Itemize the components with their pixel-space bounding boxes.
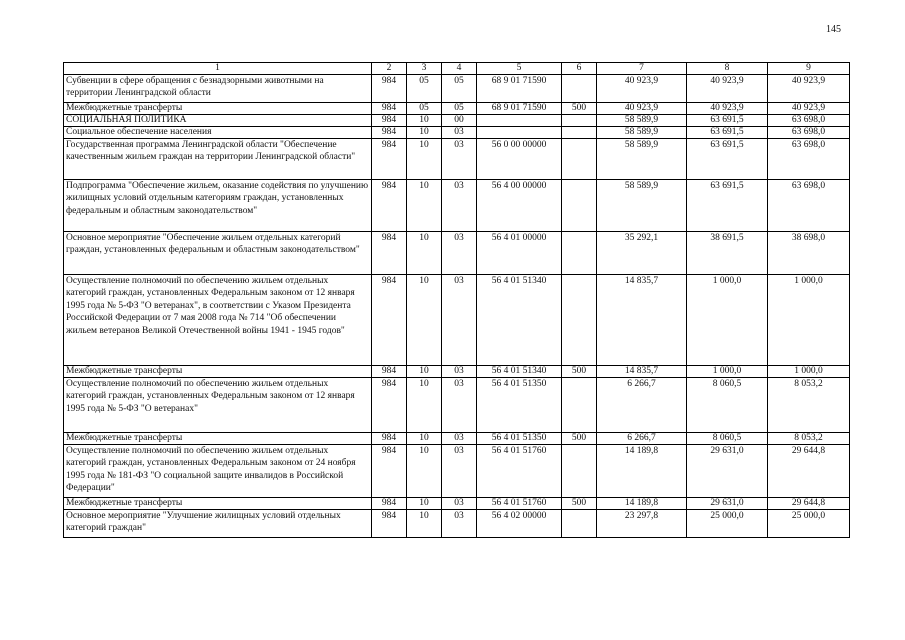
column-header: 8	[687, 63, 768, 75]
cell-amount-9: 29 644,8	[768, 498, 850, 510]
cell-target-article: 56 4 01 51350	[477, 433, 562, 445]
cell-amount-8: 63 691,5	[687, 180, 768, 232]
table-row	[64, 366, 850, 378]
row-name: Межбюджетные трансферты	[64, 366, 372, 378]
cell-target-article: 56 4 02 00000	[477, 510, 562, 538]
cell-section: 10	[407, 498, 442, 510]
cell-amount-7: 14 835,7	[597, 275, 687, 366]
cell-amount-8: 40 923,9	[687, 75, 768, 103]
row-name: Осуществление полномочий по обеспечению жильем отдельных категорий граждан, установленных Федеральным законом от 12 января 1995 года № 5-ФЗ "О ветеранах"	[64, 378, 372, 433]
row-name: Межбюджетные трансферты	[64, 103, 372, 115]
cell-ministry: 984	[372, 498, 407, 510]
cell-amount-7: 14 189,8	[597, 498, 687, 510]
cell-expense-type	[562, 180, 597, 232]
cell-amount-8: 1 000,0	[687, 366, 768, 378]
column-header: 6	[562, 63, 597, 75]
cell-amount-7: 6 266,7	[597, 433, 687, 445]
cell-section: 10	[407, 510, 442, 538]
cell-ministry: 984	[372, 127, 407, 139]
budget-table	[63, 62, 850, 538]
cell-expense-type	[562, 127, 597, 139]
cell-amount-9: 63 698,0	[768, 180, 850, 232]
cell-amount-7: 23 297,8	[597, 510, 687, 538]
table-row	[64, 510, 850, 538]
cell-target-article: 56 4 01 00000	[477, 232, 562, 275]
cell-amount-7: 58 589,9	[597, 180, 687, 232]
table-row	[64, 275, 850, 366]
cell-target-article: 56 4 01 51760	[477, 498, 562, 510]
cell-section: 10	[407, 232, 442, 275]
cell-amount-9: 63 698,0	[768, 139, 850, 180]
cell-expense-type	[562, 75, 597, 103]
cell-expense-type	[562, 510, 597, 538]
cell-amount-7: 58 589,9	[597, 127, 687, 139]
row-name: СОЦИАЛЬНАЯ ПОЛИТИКА	[64, 115, 372, 127]
cell-subsection: 03	[442, 366, 477, 378]
cell-target-article: 56 4 00 00000	[477, 180, 562, 232]
cell-amount-9: 40 923,9	[768, 75, 850, 103]
cell-amount-9: 63 698,0	[768, 127, 850, 139]
cell-amount-8: 63 691,5	[687, 127, 768, 139]
row-name: Субвенции в сфере обращения с безнадзорными животными на территории Ленинградской области	[64, 75, 372, 103]
cell-amount-8: 63 691,5	[687, 139, 768, 180]
cell-amount-8: 63 691,5	[687, 115, 768, 127]
header-row	[64, 63, 850, 75]
cell-amount-8: 29 631,0	[687, 498, 768, 510]
cell-amount-9: 40 923,9	[768, 103, 850, 115]
row-name: Государственная программа Ленинградской области "Обеспечение качественным жильем граждан на территории Ленинградской области"	[64, 139, 372, 180]
row-name: Основное мероприятие "Обеспечение жильем отдельных категорий граждан, установленных федеральным и областным законодательством"	[64, 232, 372, 275]
cell-section: 10	[407, 378, 442, 433]
cell-subsection: 03	[442, 232, 477, 275]
cell-section: 10	[407, 180, 442, 232]
cell-expense-type	[562, 275, 597, 366]
column-header: 2	[372, 63, 407, 75]
table-row	[64, 115, 850, 127]
cell-target-article: 56 4 01 51760	[477, 445, 562, 498]
column-header: 7	[597, 63, 687, 75]
cell-expense-type	[562, 232, 597, 275]
table-row	[64, 378, 850, 433]
cell-subsection: 03	[442, 510, 477, 538]
cell-target-article: 56 4 01 51340	[477, 366, 562, 378]
cell-target-article: 68 9 01 71590	[477, 103, 562, 115]
cell-ministry: 984	[372, 103, 407, 115]
column-header: 3	[407, 63, 442, 75]
cell-amount-9: 25 000,0	[768, 510, 850, 538]
cell-ministry: 984	[372, 232, 407, 275]
cell-amount-7: 35 292,1	[597, 232, 687, 275]
cell-target-article	[477, 127, 562, 139]
cell-ministry: 984	[372, 366, 407, 378]
cell-subsection: 00	[442, 115, 477, 127]
cell-subsection: 05	[442, 103, 477, 115]
cell-amount-9: 1 000,0	[768, 366, 850, 378]
cell-section: 10	[407, 275, 442, 366]
table-row	[64, 127, 850, 139]
row-name: Межбюджетные трансферты	[64, 433, 372, 445]
row-name: Осуществление полномочий по обеспечению жильем отдельных категорий граждан, установленных Федеральным законом от 24 ноября 1995 года № 181-ФЗ "О социальной защите инвалидов в Российской Федерации"	[64, 445, 372, 498]
cell-ministry: 984	[372, 275, 407, 366]
row-name: Межбюджетные трансферты	[64, 498, 372, 510]
row-name: Осуществление полномочий по обеспечению жильем отдельных категорий граждан, установленных Федеральным законом от 12 января 1995 года № 5-ФЗ "О ветеранах", в соответствии с Указом Президента Российской Федерации от 7 мая 2008 года № 714 "Об обеспечении жильем ветеранов Великой Отечественной войны 1941 - 1945 годов"	[64, 275, 372, 366]
cell-expense-type: 500	[562, 103, 597, 115]
cell-expense-type	[562, 139, 597, 180]
cell-section: 10	[407, 127, 442, 139]
cell-amount-7: 58 589,9	[597, 139, 687, 180]
cell-amount-7: 14 189,8	[597, 445, 687, 498]
cell-amount-9: 63 698,0	[768, 115, 850, 127]
cell-target-article: 56 4 01 51340	[477, 275, 562, 366]
cell-target-article: 56 4 01 51350	[477, 378, 562, 433]
cell-amount-9: 29 644,8	[768, 445, 850, 498]
table-row	[64, 232, 850, 275]
table-row	[64, 433, 850, 445]
cell-amount-8: 40 923,9	[687, 103, 768, 115]
column-header: 4	[442, 63, 477, 75]
cell-section: 10	[407, 433, 442, 445]
cell-section: 10	[407, 366, 442, 378]
cell-expense-type	[562, 378, 597, 433]
cell-amount-8: 38 691,5	[687, 232, 768, 275]
cell-section: 10	[407, 445, 442, 498]
cell-subsection: 03	[442, 275, 477, 366]
cell-subsection: 05	[442, 75, 477, 103]
cell-ministry: 984	[372, 445, 407, 498]
cell-expense-type: 500	[562, 433, 597, 445]
cell-amount-9: 1 000,0	[768, 275, 850, 366]
cell-expense-type: 500	[562, 498, 597, 510]
cell-expense-type	[562, 445, 597, 498]
table-row	[64, 180, 850, 232]
cell-subsection: 03	[442, 180, 477, 232]
cell-subsection: 03	[442, 127, 477, 139]
table-row	[64, 103, 850, 115]
cell-subsection: 03	[442, 139, 477, 180]
cell-expense-type	[562, 115, 597, 127]
cell-amount-7: 40 923,9	[597, 75, 687, 103]
cell-ministry: 984	[372, 115, 407, 127]
table-row	[64, 75, 850, 103]
cell-ministry: 984	[372, 75, 407, 103]
cell-ministry: 984	[372, 433, 407, 445]
cell-section: 05	[407, 75, 442, 103]
cell-ministry: 984	[372, 510, 407, 538]
cell-expense-type: 500	[562, 366, 597, 378]
cell-subsection: 03	[442, 445, 477, 498]
cell-target-article: 68 9 01 71590	[477, 75, 562, 103]
cell-ministry: 984	[372, 139, 407, 180]
row-name: Подпрограмма "Обеспечение жильем, оказание содействия по улучшению жилищных условий отдельным категориям граждан, установленных федеральным и областным законодательством"	[64, 180, 372, 232]
cell-amount-9: 8 053,2	[768, 433, 850, 445]
cell-subsection: 03	[442, 378, 477, 433]
cell-target-article: 56 0 00 00000	[477, 139, 562, 180]
cell-amount-8: 8 060,5	[687, 433, 768, 445]
cell-section: 05	[407, 103, 442, 115]
cell-amount-7: 6 266,7	[597, 378, 687, 433]
cell-amount-8: 1 000,0	[687, 275, 768, 366]
cell-amount-8: 29 631,0	[687, 445, 768, 498]
row-name: Основное мероприятие "Улучшение жилищных условий отдельных категорий граждан"	[64, 510, 372, 538]
cell-section: 10	[407, 115, 442, 127]
cell-amount-8: 8 060,5	[687, 378, 768, 433]
column-header: 5	[477, 63, 562, 75]
cell-amount-7: 58 589,9	[597, 115, 687, 127]
cell-amount-9: 38 698,0	[768, 232, 850, 275]
column-header: 9	[768, 63, 850, 75]
cell-amount-9: 8 053,2	[768, 378, 850, 433]
table-row	[64, 445, 850, 498]
cell-section: 10	[407, 139, 442, 180]
cell-amount-7: 40 923,9	[597, 103, 687, 115]
cell-ministry: 984	[372, 378, 407, 433]
table-row	[64, 498, 850, 510]
cell-subsection: 03	[442, 498, 477, 510]
column-header: 1	[64, 63, 372, 75]
row-name: Социальное обеспечение населения	[64, 127, 372, 139]
cell-subsection: 03	[442, 433, 477, 445]
cell-target-article	[477, 115, 562, 127]
page-number: 145	[826, 24, 841, 35]
cell-amount-7: 14 835,7	[597, 366, 687, 378]
cell-ministry: 984	[372, 180, 407, 232]
table-row	[64, 139, 850, 180]
cell-amount-8: 25 000,0	[687, 510, 768, 538]
